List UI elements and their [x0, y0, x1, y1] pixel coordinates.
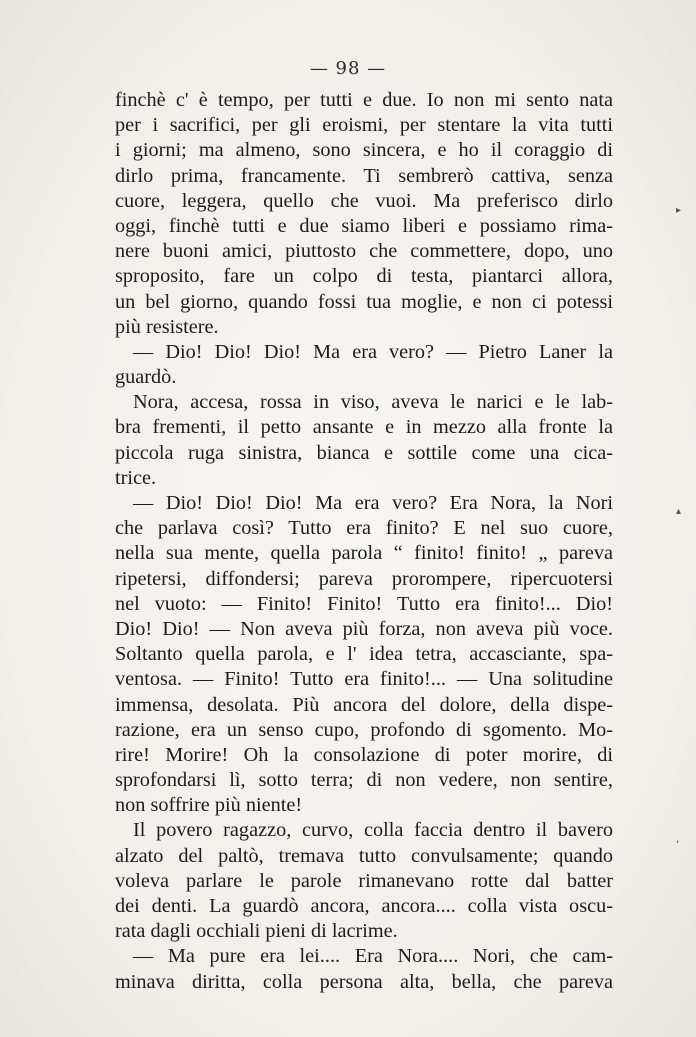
text-line: — Dio! Dio! Dio! Ma era vero? — Pietro Laner la [133, 340, 613, 363]
text-line: voleva parlare le parole rimanevano rotte dal batter [115, 869, 613, 892]
text-line: dei denti. La guardò ancora, ancora.... colla vista oscu- [115, 895, 613, 917]
text-line: — Ma pure era lei.... Era Nora.... Nori, che cam- [133, 945, 613, 968]
text-line: ripetersi, diffondersi; pareva prorompere, ripercuotersi [115, 567, 613, 590]
text-line: sprofondarsi lì, sotto terra; di non vedere, non sentire, [115, 769, 613, 792]
text-line: dirlo prima, francamente. Ti sembrerò cattiva, senza [115, 164, 613, 187]
text-line: guardò. [115, 366, 177, 389]
margin-speck: ▴ [676, 506, 682, 517]
text-line: i giorni; ma almeno, sono sincera, e ho il coraggio di [115, 139, 613, 162]
body-text [115, 88, 613, 995]
text-line: minava diritta, colla persona alta, bella, che pareva [115, 970, 613, 993]
text-line: oggi, finchè tutti e due siamo liberi e possiamo rima- [115, 214, 613, 237]
text-line: cuore, leggera, quello che vuoi. Ma preferisco dirlo [115, 189, 613, 212]
page-number: — 98 — [309, 58, 387, 79]
text-line: che parlava così? Tutto era finito? E nel suo cuore, [115, 517, 613, 540]
text-line: rata dagli occhiali pieni di lacrime. [115, 920, 398, 943]
text-line: per i sacrifici, per gli eroismi, per stentare la vita tutti [115, 114, 613, 137]
text-line: rire! Morire! Oh la consolazione di poter morire, di [115, 743, 613, 766]
text-line: Dio! Dio! — Non aveva più forza, non aveva più voce. [115, 617, 613, 640]
text-line: Nora, accesa, rossa in viso, aveva le narici e le lab- [133, 391, 613, 414]
text-line: immensa, desolata. Più ancora del dolore, della dispe- [115, 693, 613, 716]
margin-speck: ▸ [676, 205, 682, 216]
text-line: ventosa. — Finito! Tutto era finito!... — Una solitudine [115, 668, 613, 691]
text-line: nere buoni amici, piuttosto che commettere, dopo, uno [115, 240, 613, 263]
text-line: più resistere. [115, 315, 219, 338]
text-line: nel vuoto: — Finito! Finito! Tutto era finito!... Dio! [115, 592, 613, 615]
text-line: nella sua mente, quella parola “ finito! finito! „ pareva [115, 542, 613, 565]
text-line: Soltanto quella parola, e l' idea tetra, accasciante, spa- [115, 643, 613, 666]
text-line: Il povero ragazzo, curvo, colla faccia dentro il bavero [133, 819, 613, 842]
text-line: trice. [115, 466, 157, 489]
text-line: finchè c' è tempo, per tutti e due. Io non mi sento nata [115, 89, 613, 111]
margin-speck: ʼ [676, 840, 680, 851]
text-line: razione, era un senso cupo, profondo di sgomento. Mo- [115, 718, 613, 741]
text-line: alzato del paltò, tremava tutto convulsamente; quando [115, 844, 613, 867]
text-line: — Dio! Dio! Dio! Ma era vero? Era Nora, la Nori [133, 492, 613, 514]
text-line: un bel giorno, quando fossi tua moglie, e non ci potessi [115, 290, 613, 313]
text-line: bra frementi, il petto ansante e in mezzo alla fronte la [115, 416, 613, 439]
text-line: sproposito, fare un colpo di testa, piantarci allora, [115, 265, 613, 288]
text-line: piccola ruga sinistra, bianca e sottile come una cica- [115, 441, 613, 464]
text-line: non soffrire più niente! [115, 794, 303, 817]
